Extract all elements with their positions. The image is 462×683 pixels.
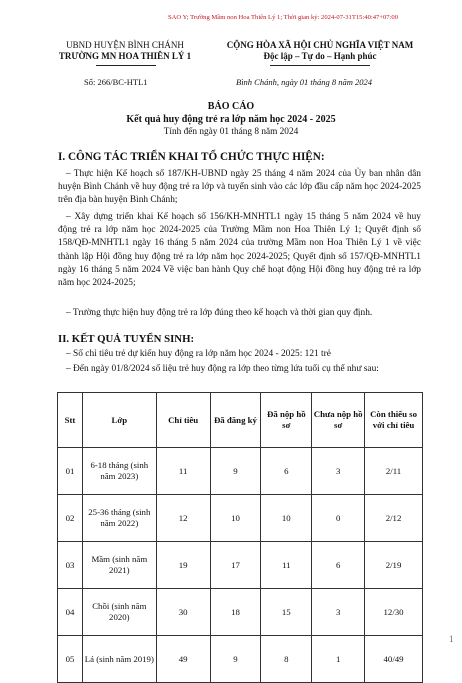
cell-chua-nop-ho-so: 3 (312, 589, 365, 636)
header-stt: Stt (58, 393, 83, 448)
cell-da-dang-ky: 18 (210, 589, 261, 636)
cell-con-thieu: 40/49 (365, 636, 423, 683)
cell-chi-tieu: 30 (156, 589, 210, 636)
cell-con-thieu: 2/12 (365, 495, 423, 542)
document-number: Số: 266/BC-HTL1 (84, 77, 148, 87)
report-type: BÁO CÁO (207, 101, 255, 112)
header-lop: Lớp (82, 393, 156, 448)
cell-stt: 05 (58, 636, 83, 683)
section-1-paragraph-3: – Trường thực hiện huy động trẻ ra lớp đúng theo kế hoạch và thời gian quy định. (66, 308, 373, 318)
table-row (58, 589, 423, 636)
header-con-thieu: Còn thiếu so với chỉ tiêu (365, 393, 423, 448)
cell-stt: 03 (58, 542, 83, 589)
cell-da-nop-ho-so: 6 (261, 448, 312, 495)
cell-con-thieu: 2/11 (365, 448, 423, 495)
cell-con-thieu: 2/19 (365, 542, 423, 589)
org-line-2: TRƯỜNG MN HOA THIÊN LÝ 1 (58, 51, 192, 61)
cell-stt: 04 (58, 589, 83, 636)
digital-signature-stamp: SAO Y; Trường Mầm non Hoa Thiên Lý 1; Thời gian ký: 2024-07-31T15:40:47+07:00 (168, 14, 399, 21)
section-1-paragraph-2: – Xây dựng triển khai Kế hoạch số 156/KH-MNHTL1 ngày 15 tháng 5 năm 2024 về huy động trẻ ra lớp năm học 2024-2025 của Trường Mầm non Hoa Thiên Lý 1; Quyết định số 158/QĐ-MNHTL1 ngày 16 tháng 5 năm 2024 của trường Mầm non Hoa Thiên Lý 1 về việc thành lập Hội đồng huy động trẻ ra lớp năm học 2024-2025; Quyết định số 157/QĐ-MNHTL1 ngày 16 tháng 5 năm 2024 Về việc ban hành Quy chế hoạt động Hội đồng huy động trẻ ra lớp năm học 2024-2025; (58, 212, 421, 289)
issuing-organization (50, 40, 200, 62)
org-line-1: UBND HUYỆN BÌNH CHÁNH (66, 40, 184, 50)
header-da-dang-ky: Đã đăng ký (210, 393, 261, 448)
table-header-row (58, 393, 423, 448)
national-motto: Độc lập – Tự do – Hạnh phúc (263, 51, 377, 61)
cell-lop: Chồi (sinh năm 2020) (82, 589, 156, 636)
motto-underline (270, 65, 370, 66)
cell-lop: 25-36 tháng (sinh năm 2022) (82, 495, 156, 542)
cell-chi-tieu: 49 (156, 636, 210, 683)
page-mark: 1 (449, 634, 454, 644)
cell-da-dang-ky: 10 (210, 495, 261, 542)
cell-con-thieu: 12/30 (365, 589, 423, 636)
cell-da-nop-ho-so: 8 (261, 636, 312, 683)
section-2-paragraph-2: – Đến ngày 01/8/2024 số liệu trẻ huy động ra lớp theo từng lứa tuổi cụ thể như sau: (66, 364, 379, 374)
cell-da-dang-ky: 9 (210, 448, 261, 495)
header-chua-nop-ho-so: Chưa nộp hồ sơ (312, 393, 365, 448)
cell-chi-tieu: 12 (156, 495, 210, 542)
enrollment-table (57, 392, 423, 683)
header-chi-tieu: Chỉ tiêu (156, 393, 210, 448)
cell-chua-nop-ho-so: 6 (312, 542, 365, 589)
header-da-nop-ho-so: Đã nộp hồ sơ (261, 393, 312, 448)
cell-chi-tieu: 11 (156, 448, 210, 495)
cell-da-dang-ky: 17 (210, 542, 261, 589)
cell-da-nop-ho-so: 15 (261, 589, 312, 636)
cell-da-nop-ho-so: 11 (261, 542, 312, 589)
section-2-paragraph-1: – Số chỉ tiêu trẻ dự kiến huy động ra lớp năm học 2024 - 2025: 121 trẻ (66, 349, 331, 359)
nation-title: CỘNG HÒA XÃ HỘI CHỦ NGHĨA VIỆT NAM (226, 40, 414, 50)
cell-chua-nop-ho-so: 3 (312, 448, 365, 495)
place-date: Bình Chánh, ngày 01 tháng 8 năm 2024 (236, 77, 372, 87)
report-title: Kết quả huy động trẻ ra lớp năm học 2024 - 2025 (126, 114, 336, 125)
table-row (58, 495, 423, 542)
section-1-paragraph-1: – Thực hiện Kế hoạch số 187/KH-UBND ngày 25 tháng 4 năm 2024 của Ủy ban nhân dân huyện Bình Chánh về huy động trẻ ra lớp và tuyển sinh vào các lớp đầu cấp năm học 2024-2025 trên địa bàn huyện Bình Chánh; (58, 169, 421, 206)
cell-chi-tieu: 19 (156, 542, 210, 589)
cell-da-dang-ky: 9 (210, 636, 261, 683)
report-subtitle: Tính đến ngày 01 tháng 8 năm 2024 (163, 127, 299, 137)
table-row (58, 636, 423, 683)
section-2-heading: II. KẾT QUẢ TUYỂN SINH: (58, 333, 195, 345)
table-row (58, 542, 423, 589)
cell-lop: 6-18 tháng (sinh năm 2023) (82, 448, 156, 495)
cell-lop: Mầm (sinh năm 2021) (82, 542, 156, 589)
cell-chua-nop-ho-so: 1 (312, 636, 365, 683)
table-row (58, 448, 423, 495)
cell-stt: 01 (58, 448, 83, 495)
cell-stt: 02 (58, 495, 83, 542)
org-underline (96, 65, 156, 66)
section-1-heading: I. CÔNG TÁC TRIỂN KHAI TỔ CHỨC THỰC HIỆN: (58, 151, 325, 163)
cell-chua-nop-ho-so: 0 (312, 495, 365, 542)
cell-da-nop-ho-so: 10 (261, 495, 312, 542)
cell-lop: Lá (sinh năm 2019) (82, 636, 156, 683)
national-header (200, 40, 440, 62)
